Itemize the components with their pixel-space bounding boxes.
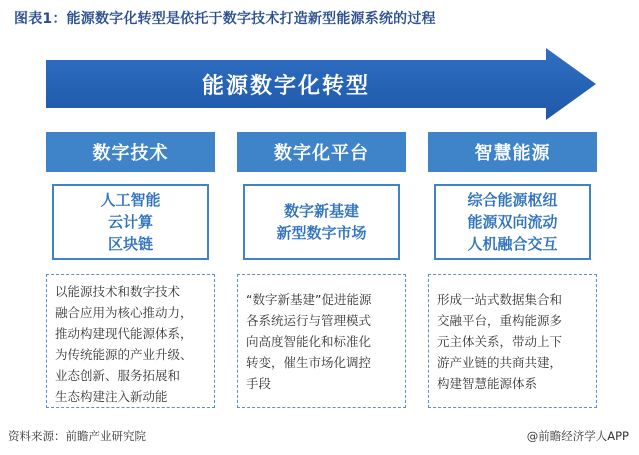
- column-desc-digital-tech: [46, 274, 215, 408]
- desc-line: “数字新基建”促进能源: [246, 292, 372, 307]
- column-item: 云计算: [107, 213, 153, 231]
- arrow-label: 能源数字化转型: [201, 73, 370, 99]
- desc-line: 业态创新、服务拓展和: [55, 368, 181, 383]
- column-item: 人工智能: [100, 191, 161, 209]
- column-item: 区块链: [107, 235, 153, 253]
- desc-line: 手段: [246, 376, 272, 391]
- desc-line: 交融平台，重构能源多: [437, 313, 563, 328]
- column-header-digital-tech: 数字技术: [46, 132, 215, 172]
- column-header-digital-platform: 数字化平台: [237, 132, 406, 172]
- desc-line: 以能源技术和数字技术: [55, 284, 181, 299]
- desc-line: 生态构建注入新动能: [55, 389, 168, 404]
- column-desc-digital-platform: [237, 274, 406, 408]
- chart-title: 图表1：能源数字化转型是依托于数字技术打造新型能源系统的过程: [14, 11, 436, 27]
- desc-line: 推动构建现代能源体系，: [55, 326, 193, 341]
- desc-line: 元主体关系，带动上下: [437, 334, 563, 349]
- column-item: 新型数字市场: [276, 224, 367, 242]
- desc-line: 向高度智能化和标准化: [246, 334, 372, 349]
- column-header-smart-energy: 智慧能源: [428, 132, 597, 172]
- desc-line: 形成一站式数据集合和: [437, 292, 563, 307]
- column-item: 综合能源枢纽: [467, 191, 558, 209]
- column-items-digital-platform: [243, 184, 400, 260]
- column-desc-smart-energy: [428, 274, 597, 408]
- desc-line: 各系统运行与管理模式: [246, 313, 372, 328]
- desc-line: 转变，催生市场化调控: [246, 355, 372, 370]
- source-note: 资料来源：前瞻产业研究院: [8, 429, 146, 443]
- column-items-smart-energy: [434, 184, 591, 260]
- desc-line: 游产业链的共商共建，: [437, 355, 563, 370]
- desc-line: 构建智慧能源体系: [437, 376, 538, 391]
- desc-line: 融合应用为核心推动力，: [55, 305, 193, 320]
- column-item: 人机融合交互: [467, 235, 558, 253]
- column-item: 数字新基建: [283, 202, 359, 220]
- desc-line: 为传统能源的产业升级、: [55, 347, 193, 362]
- brand-credit: @前瞻经济学人APP: [526, 429, 629, 443]
- column-items-digital-tech: [52, 184, 209, 260]
- column-item: 能源双向流动: [467, 213, 558, 231]
